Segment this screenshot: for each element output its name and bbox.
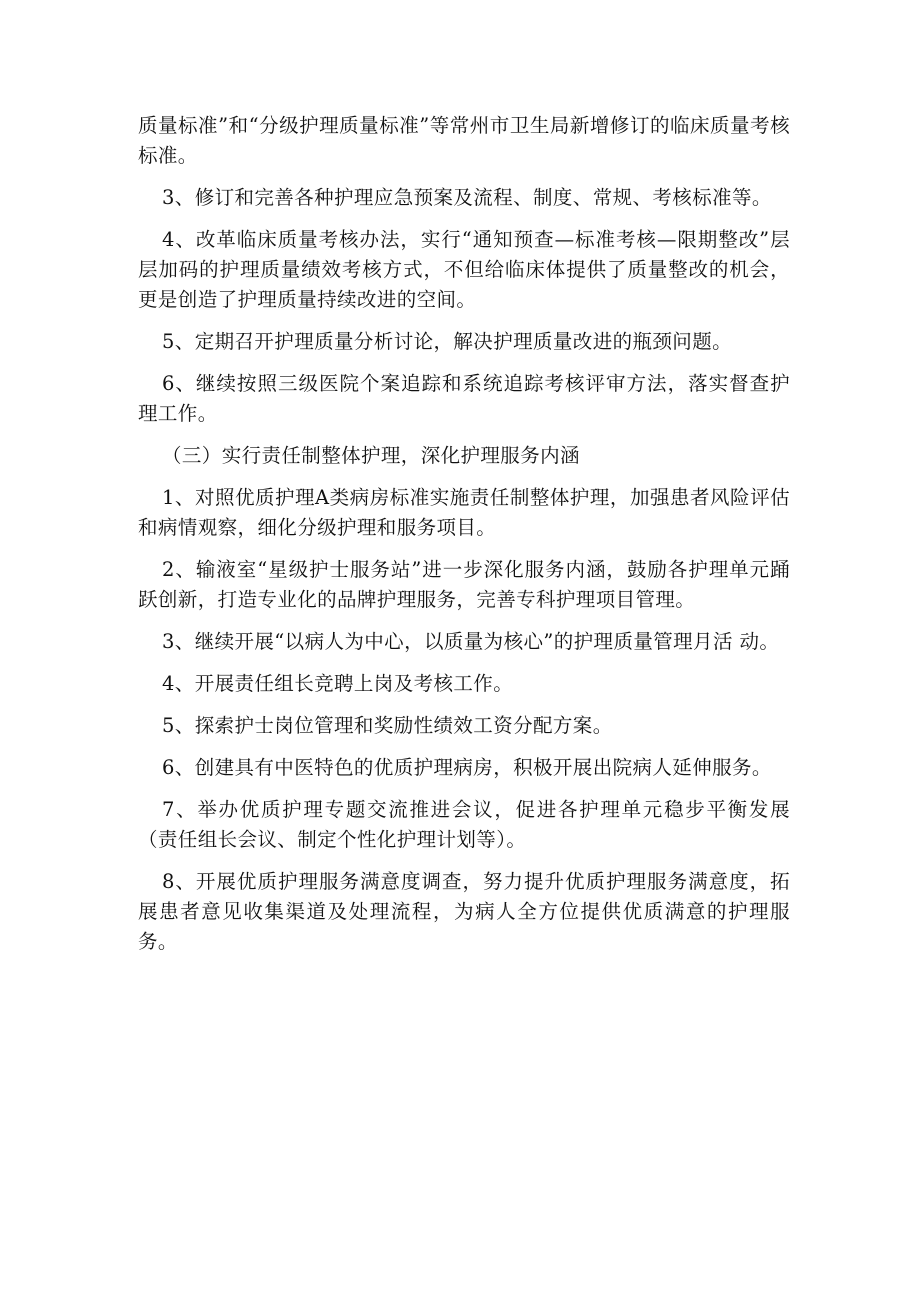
paragraph-item-5-quality-analysis: 5、定期召开护理质量分析讨论，解决护理质量改进的瓶颈问题。 (162, 330, 733, 353)
paragraph-item-7-exchange-meeting: 7、举办优质护理专题交流推进会议，促进各护理单元稳步平衡发展（责任组长会议、制定个性化护理计划等）。 (138, 798, 790, 851)
paragraph-item-1-holistic-care: 1、对照优质护理A类病房标准实施责任制整体护理，加强患者风险评估和病情观察，细化分级护理和服务项目。 (138, 486, 790, 539)
section-heading-3: （三）实行责任制整体护理，深化护理服务内涵 (162, 444, 580, 467)
paragraph-item-2-star-nurse-station: 2、输液室“星级护士服务站”进一步深化服务内涵，鼓励各护理单元踊跃创新，打造专业化的品牌护理服务，完善专科护理项目管理。 (138, 558, 790, 611)
paragraph-quality-standards-continued: 质量标准”和“分级护理质量标准”等常州市卫生局新增修订的临床质量考核标准。 (138, 114, 790, 167)
paragraph-item-8-satisfaction-survey: 8、开展优质护理服务满意度调查，努力提升优质护理服务满意度，拓展患者意见收集渠道及处理流程，为病人全方位提供优质满意的护理服务。 (138, 870, 790, 953)
paragraph-item-5-performance-pay: 5、探索护士岗位管理和奖励性绩效工资分配方案。 (162, 714, 613, 737)
paragraph-item-6-tcm-ward: 6、创建具有中医特色的优质护理病房，积极开展出院病人延伸服务。 (162, 756, 772, 779)
paragraph-item-4-team-leader-selection: 4、开展责任组长竞聘上岗及考核工作。 (162, 672, 514, 695)
paragraph-item-3-revise-plans: 3、修订和完善各种护理应急预案及流程、制度、常规、考核标准等。 (162, 186, 772, 209)
document-body (138, 111, 790, 969)
paragraph-item-6-tracer-review: 6、继续按照三级医院个案追踪和系统追踪考核评审方法，落实督查护理工作。 (138, 372, 790, 425)
paragraph-item-3-patient-centered-month: 3、继续开展“以病人为中心，以质量为核心”的护理质量管理月活 动。 (162, 630, 780, 653)
paragraph-item-4-reform-assessment: 4、改革临床质量考核办法，实行“通知预查—标准考核—限期整改”层层加码的护理质量绩效考核方式，不但给临床体提供了质量整改的机会，更是创造了护理质量持续改进的空间。 (138, 228, 790, 311)
